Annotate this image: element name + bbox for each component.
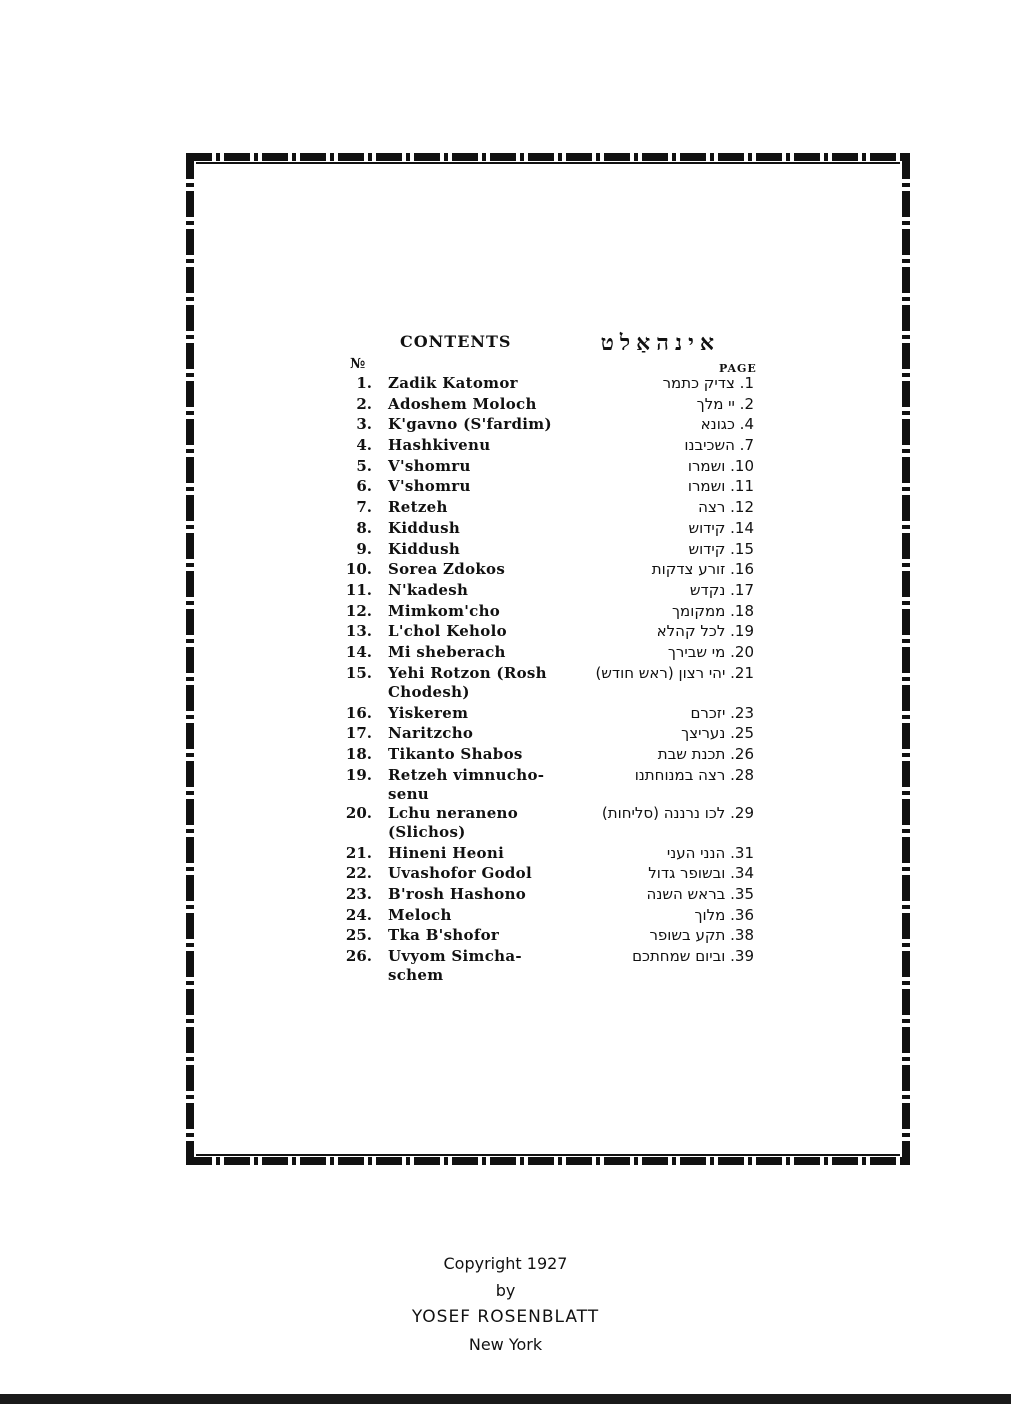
- entry-hebrew-title: [688, 519, 754, 538]
- entry-title: Yiskerem: [388, 703, 469, 722]
- toc-row: [340, 864, 760, 885]
- entry-hebrew-title: [658, 745, 754, 764]
- entry-title: Zadik Katomor: [388, 374, 518, 392]
- entry-page: 18.: [730, 601, 754, 620]
- entry-page: 14.: [730, 518, 754, 537]
- entry-page: 12.: [730, 498, 754, 517]
- publication-place: New York: [468, 1335, 543, 1354]
- entry-hebrew-title: [668, 643, 754, 662]
- entry-page: 26.: [730, 745, 754, 763]
- entry-hebrew-text: ממקומך: [671, 601, 726, 620]
- copyright-block: [0, 1250, 1011, 1358]
- entry-title: Uvashofor Godol: [388, 864, 532, 883]
- entry-page: 10.: [730, 456, 754, 475]
- entry-page: 31.: [730, 843, 754, 862]
- entry-title: Tikanto Shabos: [388, 745, 523, 763]
- border-top-inner-line: [196, 162, 900, 164]
- entry-number: 3.: [356, 415, 372, 434]
- entry-number: 17.: [345, 724, 372, 743]
- entry-hebrew-title: [690, 704, 754, 723]
- entry-hebrew-text: יי מלך: [696, 394, 735, 413]
- entry-hebrew-title: [701, 415, 754, 434]
- toc-row: [340, 581, 760, 602]
- entry-hebrew-text: קידוש: [688, 539, 726, 558]
- entry-hebrew-title: [649, 926, 754, 945]
- entry-hebrew-title: [688, 540, 754, 559]
- entry-hebrew-text: תכנת שבת: [657, 745, 726, 763]
- entry-title: Hineni Heoni: [388, 843, 505, 862]
- copyright-line: Copyright 1927: [443, 1254, 568, 1273]
- entry-hebrew-title: [663, 374, 754, 393]
- entry-number: 10.: [345, 560, 372, 579]
- entry-page: 2.: [739, 394, 754, 413]
- entry-number: 13.: [345, 622, 372, 641]
- border-bottom: [186, 1157, 910, 1165]
- toc-row: [340, 415, 760, 436]
- toc-row: [340, 436, 760, 457]
- entry-hebrew-text: נעריצך: [681, 724, 726, 743]
- toc-row: [340, 926, 760, 947]
- entry-hebrew-text: הנני העני: [666, 843, 726, 862]
- entry-hebrew-text: לכל קהלא: [656, 622, 726, 641]
- toc-row: [340, 704, 760, 725]
- toc-row: [340, 766, 760, 804]
- copyright-by: by: [495, 1281, 516, 1300]
- entry-hebrew-text: רצה במנוחתנו: [634, 765, 726, 784]
- entry-hebrew-text: מי שבירך: [667, 642, 726, 661]
- entry-page: 16.: [730, 560, 754, 579]
- entry-number: 7.: [356, 498, 372, 517]
- entry-title: Adoshem Moloch: [388, 394, 537, 413]
- toc-row: [340, 844, 760, 865]
- entry-number: 16.: [345, 703, 372, 722]
- entry-number: 25.: [345, 926, 372, 945]
- entry-hebrew-text: לכו נרננה (סליחות): [601, 803, 726, 822]
- entry-hebrew-text: קידוש: [688, 518, 726, 537]
- entry-hebrew-title: [657, 622, 754, 641]
- entry-title: Retzeh vimnucho-senu: [388, 765, 545, 803]
- toc-row: [340, 885, 760, 906]
- entry-title: N'kadesh: [388, 580, 469, 599]
- entry-page: 28.: [730, 765, 754, 784]
- toc-row: [340, 906, 760, 927]
- entry-page: 11.: [730, 477, 754, 496]
- entry-number: 22.: [345, 864, 372, 883]
- entry-hebrew-title: [652, 560, 754, 579]
- toc-row: [340, 560, 760, 581]
- entry-hebrew-title: [690, 581, 754, 600]
- entry-hebrew-text: צדיק כתמר: [662, 374, 735, 392]
- entry-page: 21.: [730, 663, 754, 682]
- page-column-header: PAGE: [719, 362, 757, 375]
- entry-title: Lchu neraneno (Slichos): [388, 803, 519, 841]
- entry-title: L'chol Keholo: [388, 622, 507, 641]
- entry-title: Retzeh: [388, 498, 448, 517]
- entry-hebrew-title: [688, 457, 754, 476]
- entry-hebrew-title: [681, 724, 754, 743]
- entry-page: 29.: [730, 803, 754, 822]
- entry-page: 19.: [730, 622, 754, 641]
- toc-row: [340, 745, 760, 766]
- entry-number: 5.: [356, 456, 372, 475]
- toc-row: [340, 622, 760, 643]
- toc-row: [340, 724, 760, 745]
- entry-hebrew-text: כגונא: [700, 415, 735, 434]
- entry-page: 7.: [739, 436, 754, 455]
- entry-hebrew-text: וביום שמחתכם: [632, 947, 726, 966]
- entry-title: Tka B'shofor: [388, 926, 500, 945]
- entry-hebrew-title: [667, 844, 754, 863]
- entry-title: V'shomru: [388, 456, 471, 475]
- entry-number: 19.: [345, 765, 372, 784]
- entry-hebrew-title: [635, 766, 754, 785]
- contents-heading: [400, 330, 720, 356]
- toc-row: [340, 540, 760, 561]
- entry-hebrew-title: [648, 864, 754, 883]
- entry-number: 4.: [356, 436, 372, 455]
- entry-number: 6.: [356, 477, 372, 496]
- entry-number: 21.: [345, 843, 372, 862]
- entry-hebrew-title: [698, 498, 754, 517]
- entry-title: Kiddush: [388, 539, 461, 558]
- entry-title: Uvyom Simcha-schem: [388, 947, 522, 985]
- entry-title: B'rosh Hashono: [388, 885, 527, 904]
- toc-row: [340, 664, 760, 704]
- entry-page: 4.: [739, 415, 754, 434]
- border-bottom-inner-line: [196, 1154, 900, 1156]
- entry-number: 8.: [356, 518, 372, 537]
- entry-hebrew-text: זורע צדקות: [651, 560, 726, 579]
- toc-row: [340, 395, 760, 416]
- table-of-contents: [340, 374, 760, 987]
- entry-page: 1.: [739, 374, 754, 392]
- entry-title: Mi sheberach: [388, 642, 506, 661]
- page-edge: [0, 1394, 1011, 1404]
- entry-hebrew-text: ושמרו: [687, 456, 726, 475]
- contents-title: CONTENTS: [400, 332, 512, 351]
- entry-number: 26.: [345, 947, 372, 966]
- entry-hebrew-text: נקדש: [689, 580, 726, 599]
- entry-hebrew-text: מלוך: [694, 905, 726, 924]
- entry-page: 38.: [730, 926, 754, 945]
- entry-title: V'shomru: [388, 477, 471, 496]
- toc-row: [340, 374, 760, 395]
- entry-number: 14.: [345, 642, 372, 661]
- toc-row: [340, 519, 760, 540]
- toc-row: [340, 643, 760, 664]
- border-left: [186, 153, 194, 1165]
- entry-hebrew-text: תקע בשופר: [649, 926, 726, 945]
- entry-number: 18.: [345, 745, 372, 763]
- entry-title: Sorea Zdokos: [388, 560, 506, 579]
- entry-hebrew-title: [672, 602, 754, 621]
- entry-number: 2.: [356, 394, 372, 413]
- entry-hebrew-title: [684, 436, 754, 455]
- entry-hebrew-title: [632, 947, 754, 966]
- border-right: [902, 153, 910, 1165]
- entry-hebrew-text: יזכרם: [690, 703, 726, 722]
- toc-row: [340, 602, 760, 623]
- entry-hebrew-text: יהי רצון (ראש חודש): [595, 663, 726, 682]
- entry-number: 24.: [345, 905, 372, 924]
- entry-hebrew-text: רצה: [698, 498, 726, 517]
- entry-page: 34.: [730, 864, 754, 883]
- entry-number: 9.: [356, 539, 372, 558]
- entry-hebrew-title: [602, 804, 754, 823]
- entry-number: 23.: [345, 885, 372, 904]
- hebrew-title: אינהאַלט: [600, 330, 720, 356]
- entry-hebrew-title: [688, 477, 754, 496]
- toc-row: [340, 947, 760, 987]
- entry-title: Naritzcho: [388, 724, 474, 743]
- author-name: YOSEF ROSENBLATT: [411, 1307, 600, 1327]
- entry-page: 20.: [730, 642, 754, 661]
- border-top: [186, 153, 910, 161]
- entry-hebrew-title: [697, 395, 754, 414]
- entry-page: 36.: [730, 905, 754, 924]
- entry-title: Mimkom'cho: [388, 601, 501, 620]
- entry-page: 15.: [730, 539, 754, 558]
- toc-row: [340, 804, 760, 844]
- number-column-header: №: [350, 356, 366, 372]
- entry-number: 15.: [345, 663, 372, 682]
- entry-title: Yehi Rotzon (Rosh Chodesh): [388, 663, 547, 701]
- toc-row: [340, 477, 760, 498]
- entry-hebrew-title: [647, 885, 754, 904]
- entry-number: 12.: [345, 601, 372, 620]
- entry-hebrew-text: ושמרו: [687, 477, 726, 496]
- entry-hebrew-text: השכיבנו: [684, 436, 735, 455]
- entry-hebrew-title: [595, 664, 754, 683]
- entry-title: Meloch: [388, 905, 452, 924]
- entry-hebrew-text: בראש השנה: [646, 885, 726, 904]
- entry-page: 17.: [730, 580, 754, 599]
- entry-number: 20.: [345, 803, 372, 822]
- entry-number: 11.: [345, 580, 372, 599]
- entry-number: 1.: [356, 374, 372, 392]
- entry-hebrew-title: [694, 906, 754, 925]
- entry-title: Hashkivenu: [388, 436, 491, 455]
- toc-row: [340, 498, 760, 519]
- entry-page: 23.: [730, 703, 754, 722]
- entry-page: 39.: [730, 947, 754, 966]
- entry-title: Kiddush: [388, 518, 461, 537]
- entry-page: 25.: [730, 724, 754, 743]
- entry-hebrew-text: ובשופר גדול: [648, 864, 726, 883]
- entry-page: 35.: [730, 885, 754, 904]
- toc-row: [340, 457, 760, 478]
- entry-title: K'gavno (S'fardim): [388, 415, 552, 434]
